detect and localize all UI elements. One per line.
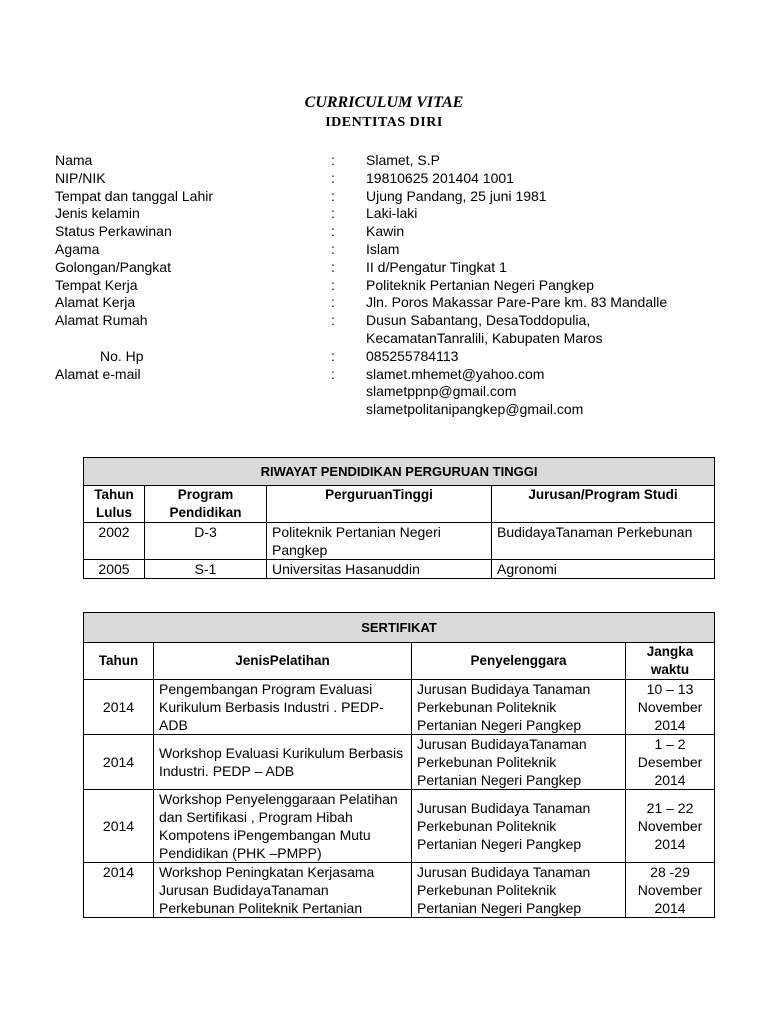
table-cell: Workshop Evaluasi Kurikulum Berbasis Industri. PEDP – ADB — [154, 735, 412, 790]
table-cell: 2014 — [84, 863, 154, 918]
identity-colon: : — [331, 187, 335, 204]
table-cell: 2014 — [84, 790, 154, 863]
identity-value: 19810625 201404 1001 — [366, 169, 514, 186]
identity-colon: : — [331, 347, 335, 364]
table-title-row — [84, 613, 715, 643]
identity-colon: : — [331, 205, 335, 222]
identity-value: slamet.mhemet@yahoo.com — [366, 365, 545, 382]
identity-row — [55, 348, 735, 366]
table-cell: 1 – 2 Desember 2014 — [626, 735, 715, 790]
document-title: CURRICULUM VITAE — [304, 94, 464, 111]
table-cell: Universitas Hasanuddin — [267, 560, 492, 579]
table-row — [84, 790, 715, 863]
section-title-identity: IDENTITAS DIRI — [325, 115, 443, 130]
identity-row — [55, 223, 735, 241]
education-table — [83, 457, 715, 579]
identity-row — [55, 383, 735, 401]
identity-row — [55, 205, 735, 223]
column-header: PerguruanTinggi — [267, 486, 492, 523]
identity-value: Politeknik Pertanian Negeri Pangkep — [366, 276, 595, 293]
table-cell: 21 – 22 November 2014 — [626, 790, 715, 863]
identity-colon — [331, 330, 366, 348]
identity-row — [55, 259, 735, 277]
identity-value: Laki-laki — [366, 205, 418, 222]
table-cell: 2014 — [84, 735, 154, 790]
identity-row — [55, 188, 735, 206]
column-header: Penyelenggara — [412, 643, 626, 680]
identity-value: Jln. Poros Makassar Pare-Pare km. 83 Mandalle — [366, 294, 668, 311]
table-cell: 2005 — [84, 560, 145, 579]
identity-value: slametpolitanipangkep@gmail.com — [366, 401, 584, 418]
identity-colon: : — [331, 223, 335, 240]
table-header-row — [84, 486, 715, 523]
table-row — [84, 735, 715, 790]
column-header: JenisPelatihan — [154, 643, 412, 680]
certificate-table-title: SERTIFIKAT — [84, 613, 715, 643]
identity-label: Tempat Kerja — [55, 276, 138, 293]
table-cell: Workshop Peningkatan Kerjasama Jurusan BudidayaTanaman Perkebunan Politeknik Pertanian — [154, 863, 412, 918]
identity-label: Golongan/Pangkat — [55, 258, 171, 275]
identity-value: Ujung Pandang, 25 juni 1981 — [366, 187, 547, 204]
identity-colon: : — [331, 294, 335, 311]
table-cell: 28 -29 November 2014 — [626, 863, 715, 918]
table-row — [84, 560, 715, 579]
identity-colon: : — [331, 312, 335, 329]
table-cell: Jurusan Budidaya Tanaman Perkebunan Politeknik Pertanian Negeri Pangkep — [412, 680, 626, 735]
identity-label: No. Hp — [100, 347, 144, 364]
table-cell: Agronomi — [492, 560, 715, 579]
identity-colon: : — [331, 258, 335, 275]
identity-value: 085255784113 — [366, 347, 459, 364]
table-cell: 2002 — [84, 523, 145, 560]
identity-row — [55, 241, 735, 259]
identity-row — [55, 277, 735, 295]
identity-row — [55, 152, 735, 170]
table-title-row — [84, 458, 715, 486]
identity-row — [55, 170, 735, 188]
certificate-table — [83, 612, 715, 918]
identity-label: Agama — [55, 240, 100, 257]
table-row — [84, 863, 715, 918]
identity-colon: : — [331, 240, 335, 257]
identity-label: Nama — [55, 152, 93, 168]
column-header: Tahun Lulus — [84, 486, 145, 523]
table-cell: S-1 — [145, 560, 267, 579]
table-cell: 10 – 13 November 2014 — [626, 680, 715, 735]
table-cell: D-3 — [145, 523, 267, 560]
identity-label: Tempat dan tanggal Lahir — [55, 187, 213, 204]
identity-row — [55, 312, 735, 330]
table-cell: Politeknik Pertanian Negeri Pangkep — [267, 523, 492, 560]
identity-label: NIP/NIK — [55, 169, 106, 186]
table-row — [84, 680, 715, 735]
table-cell: Pengembangan Program Evaluasi Kurikulum Berbasis Industri . PEDP-ADB — [154, 680, 412, 735]
identity-value: Islam — [366, 240, 400, 257]
identity-value: KecamatanTanralili, Kabupaten Maros — [366, 329, 603, 346]
identity-value: Kawin — [366, 223, 405, 240]
identity-row — [55, 330, 735, 348]
table-cell: 2014 — [84, 680, 154, 735]
column-header: Tahun — [84, 643, 154, 680]
identity-colon: : — [331, 152, 335, 168]
identity-label: Alamat e-mail — [55, 365, 141, 382]
identity-value: slametppnp@gmail.com — [366, 383, 517, 400]
identity-row — [55, 366, 735, 384]
identity-label: Jenis kelamin — [55, 205, 140, 222]
identity-value: Dusun Sabantang, DesaToddopulia, — [366, 312, 591, 329]
table-header-row — [84, 643, 715, 680]
identity-colon — [331, 383, 366, 401]
table-row — [84, 523, 715, 560]
table-cell: Workshop Penyelenggaraan Pelatihan dan Sertifikasi , Program Hibah Kompotens iPengembangan Mutu Pendidikan (PHK –PMPP) — [154, 790, 412, 863]
table-cell: Jurusan BudidayaTanaman Perkebunan Politeknik Pertanian Negeri Pangkep — [412, 735, 626, 790]
identity-row — [55, 294, 735, 312]
identity-label: Status Perkawinan — [55, 223, 172, 240]
identity-colon: : — [331, 169, 335, 186]
column-header: Program Pendidikan — [145, 486, 267, 523]
identity-colon: : — [331, 365, 335, 382]
identity-row — [55, 401, 735, 419]
identity-label — [55, 383, 331, 401]
identity-colon: : — [331, 276, 335, 293]
table-cell: Jurusan Budidaya Tanaman Perkebunan Politeknik Pertanian Negeri Pangkep — [412, 790, 626, 863]
identity-value: Slamet, S.P — [366, 152, 440, 168]
identity-label: Alamat Rumah — [55, 312, 148, 329]
identity-value: II d/Pengatur Tingkat 1 — [366, 258, 507, 275]
identity-label — [55, 401, 331, 419]
identity-label: Alamat Kerja — [55, 294, 136, 311]
identity-colon — [331, 401, 366, 419]
table-cell: BudidayaTanaman Perkebunan — [492, 523, 715, 560]
column-header: Jangka waktu — [626, 643, 715, 680]
table-cell: Jurusan Budidaya Tanaman Perkebunan Politeknik Pertanian Negeri Pangkep — [412, 863, 626, 918]
identity-label — [55, 330, 331, 348]
identity-table — [55, 152, 735, 419]
education-table-title: RIWAYAT PENDIDIKAN PERGURUAN TINGGI — [84, 458, 715, 486]
column-header: Jurusan/Program Studi — [492, 486, 715, 523]
